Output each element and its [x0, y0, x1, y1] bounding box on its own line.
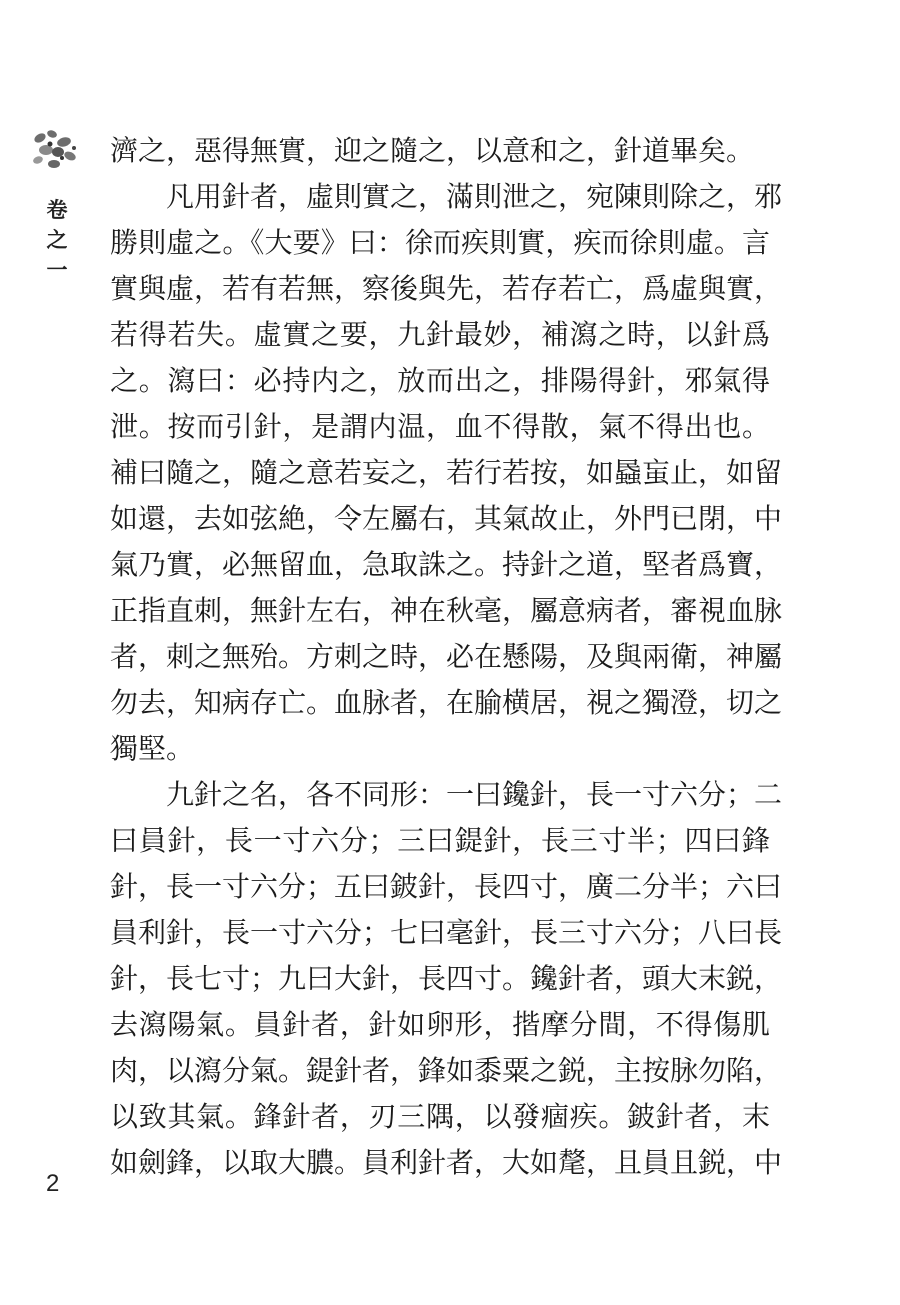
page-number: 2	[46, 1170, 60, 1197]
text-line: 員利針，長一寸六分；七曰毫針，長三寸六分；八曰長	[110, 916, 783, 949]
text-line: 之。瀉曰：必持内之，放而出之，排陽得針，邪氣得	[110, 364, 770, 397]
volume-label-char: 一	[46, 258, 68, 282]
text-line: 肉，以瀉分氣。鍉針者，鋒如黍粟之鋭，主按脉勿陷，	[110, 1054, 783, 1087]
text-line: 曰員針，長一寸六分；三曰鍉針，長三寸半；四曰鋒	[110, 824, 770, 857]
sidebar	[28, 128, 88, 172]
text-line: 勝則虛之。《大要》曰：徐而疾則實，疾而徐則虛。言	[110, 226, 770, 259]
text-line: 以致其氣。鋒針者，刃三隅，以發痼疾。鈹針者，末	[110, 1100, 770, 1133]
text-line: 補曰隨之，隨之意若妄之，若行若按，如蟁䖟止，如留	[110, 456, 783, 489]
text-line: 泄。按而引針，是謂内温，血不得散，氣不得出也。	[110, 410, 770, 443]
text-line: 如劍鋒，以取大膿。員利針者，大如氂，且員且鋭，中	[110, 1146, 783, 1179]
text-line: 獨堅。	[110, 732, 195, 765]
text-line: 氣乃實，必無留血，急取誅之。持針之道，堅者爲寶，	[110, 548, 783, 581]
text-line: 勿去，知病存亡。血脉者，在腧横居，視之獨澄，切之	[110, 686, 783, 719]
text-line: 濟之，惡得無實，迎之隨之，以意和之，針道畢矣。	[110, 134, 755, 167]
volume-label	[45, 195, 69, 285]
text-line: 凡用針者，虛則實之，滿則泄之，宛陳則除之，邪	[110, 180, 783, 213]
text-line: 如還，去如弦絶，令左屬右，其氣故止，外門已閉，中	[110, 502, 783, 535]
text-line: 去瀉陽氣。員針者，針如卵形，揩摩分間，不得傷肌	[110, 1008, 770, 1041]
flower-ornament-icon	[28, 128, 84, 172]
text-line: 針，長七寸；九曰大針，長四寸。鑱針者，頭大末鋭，	[110, 962, 783, 995]
text-line: 者，刺之無殆。方刺之時，必在懸陽，及與兩衛，神屬	[110, 640, 783, 673]
text-line: 若得若失。虛實之要，九針最妙，補瀉之時，以針爲	[110, 318, 770, 351]
text-line: 針，長一寸六分；五曰鈹針，長四寸，廣二分半；六曰	[110, 870, 783, 903]
text-line: 正指直刺，無針左右，神在秋毫，屬意病者，審視血脉	[110, 594, 783, 627]
volume-label-char: 之	[46, 228, 68, 252]
text-body	[110, 128, 783, 1186]
text-line: 實與虛，若有若無，察後與先，若存若亡，爲虛與實，	[110, 272, 783, 305]
volume-label-char: 卷	[46, 198, 68, 222]
text-line: 九針之名，各不同形：一曰鑱針，長一寸六分；二	[110, 778, 783, 811]
